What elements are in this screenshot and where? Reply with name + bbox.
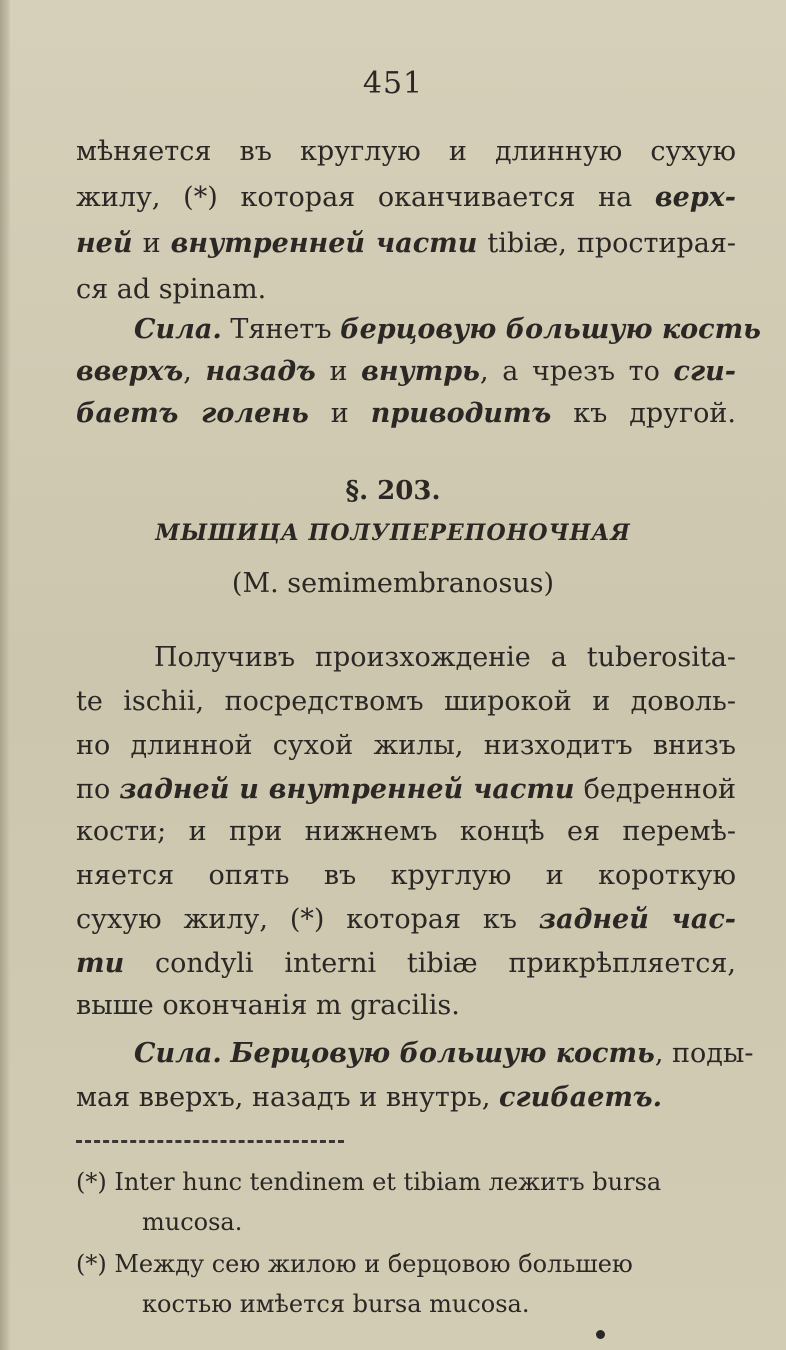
p2-line-1: Сила. Тянетъ берцовую большую кость: [134, 314, 761, 345]
p2-line-3: баетъ голень и приводитъ къ другой.: [76, 398, 736, 429]
p1-line-1: мѣняется въ круглую и длинную сухую: [76, 136, 736, 167]
p1-line-2: жилу, (*) которая оканчивается на верх-: [76, 182, 736, 213]
p3-line-1: Получивъ произхожденіе а tuberosita-: [154, 642, 736, 673]
p3-line-8: ти condyli interni tibiæ прикрѣпляется,: [76, 948, 736, 979]
p3-line-6: няется опять въ круглую и короткую: [76, 860, 736, 891]
section-number: §. 203.: [345, 476, 441, 506]
p4-line-2: мая вверхъ, назадъ и внутрь, сгибаетъ.: [76, 1082, 663, 1113]
p3-line-5: кости; и при нижнемъ концѣ ея перемѣ-: [76, 816, 736, 847]
footnote-2-line-1: (*) Между сею жилою и берцовою большею: [76, 1250, 633, 1278]
footnote-rule: [76, 1140, 344, 1143]
p4-line-1: Сила. Берцовую большую кость, поды-: [134, 1038, 754, 1069]
p3-line-9: выше окончанія m gracilis.: [76, 990, 460, 1021]
footnote-1-line-2: mucosa.: [142, 1208, 243, 1236]
p3-line-3: но длинной сухой жилы, низходитъ внизъ: [76, 730, 736, 761]
p3-line-4: по задней и внутренней части бедренной: [76, 774, 736, 805]
page-edge: [0, 0, 10, 1350]
page-number: 451: [362, 66, 424, 101]
p1-line-4: ся ad spinam.: [76, 274, 267, 305]
ink-spot: [596, 1330, 605, 1339]
section-heading: МЫШИЦА ПОЛУПЕРЕПОНОЧНАЯ: [155, 520, 631, 546]
footnote-2-line-2: костью имѣется bursa mucosa.: [142, 1290, 530, 1318]
footnote-1-line-1: (*) Inter hunc tendinem et tibiam лежитъ bursa: [76, 1168, 662, 1196]
latin-name: (M. semimembranosus): [231, 568, 555, 599]
p3-line-7: сухую жилу, (*) которая къ задней час-: [76, 904, 736, 935]
p3-line-2: te ischii, посредствомъ широкой и доволь-: [76, 686, 736, 717]
p2-line-2: вверхъ, назадъ и внутрь, а чрезъ то сги-: [76, 356, 736, 387]
p1-line-3: ней и внутренней части tibiæ, простирая-: [76, 228, 737, 259]
